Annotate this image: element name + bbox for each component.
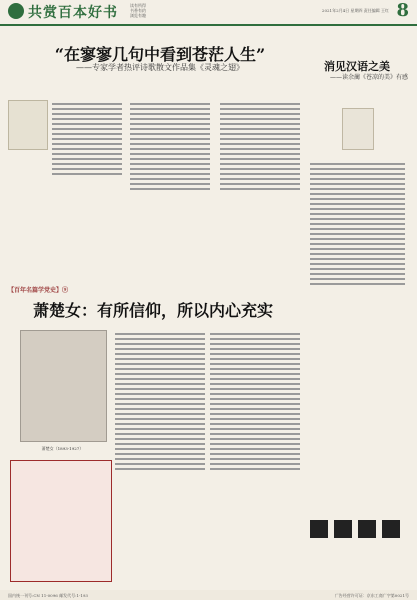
text-column [220, 100, 300, 190]
header-link[interactable]: 书香有约 [130, 8, 146, 13]
column-band [8, 285, 298, 320]
header-link[interactable]: 浏览有趣 [130, 13, 146, 18]
text-column [310, 160, 405, 285]
portrait-image [20, 330, 107, 442]
column-tag: 【百年名篇学党史】⑨ [8, 287, 69, 294]
text-column [210, 330, 300, 470]
article-subtitle: ——专家学者热评诗歌散文作品集《灵魂之翅》 [76, 63, 244, 72]
quote-box [10, 460, 112, 582]
side-article-subtitle: ——读余蔺《苍凉的美》有感 [330, 74, 409, 81]
text-column [52, 100, 122, 175]
page-footer [0, 590, 417, 600]
qr-code-icon[interactable] [310, 520, 328, 538]
header-links [130, 3, 146, 18]
qr-code-icon[interactable] [358, 520, 376, 538]
qr-codes [310, 520, 410, 560]
leaf-logo-icon [8, 3, 24, 19]
page-header [0, 0, 417, 26]
text-column [115, 330, 205, 470]
footer-left-text: 国内统一刊号:CN 11-0096 邮发代号:1-193 [8, 593, 88, 598]
column-title: 萧楚女：有所信仰，所以内心充实 [32, 301, 273, 320]
book-cover-image [8, 100, 48, 150]
footer-right-text: 广告经营许可证：京东工商广字第0021号 [334, 593, 409, 598]
article-title: “在寥寥几句中看到苍茫人生” [54, 45, 266, 64]
qr-code-icon[interactable] [334, 520, 352, 538]
date-line: 2021年2月4日 星期四 责任编辑 王红 [321, 8, 389, 13]
section-title: 共赏百本好书 [28, 5, 118, 21]
qr-code-icon[interactable] [382, 520, 400, 538]
side-article-title: 消见汉语之美 [324, 60, 390, 73]
text-column [130, 100, 210, 190]
side-book-cover-image [342, 108, 374, 150]
page-number: 8 [396, 0, 409, 21]
portrait-caption: 萧楚女（1893-1927） [41, 446, 84, 451]
header-link[interactable]: 读有所得 [130, 3, 146, 8]
